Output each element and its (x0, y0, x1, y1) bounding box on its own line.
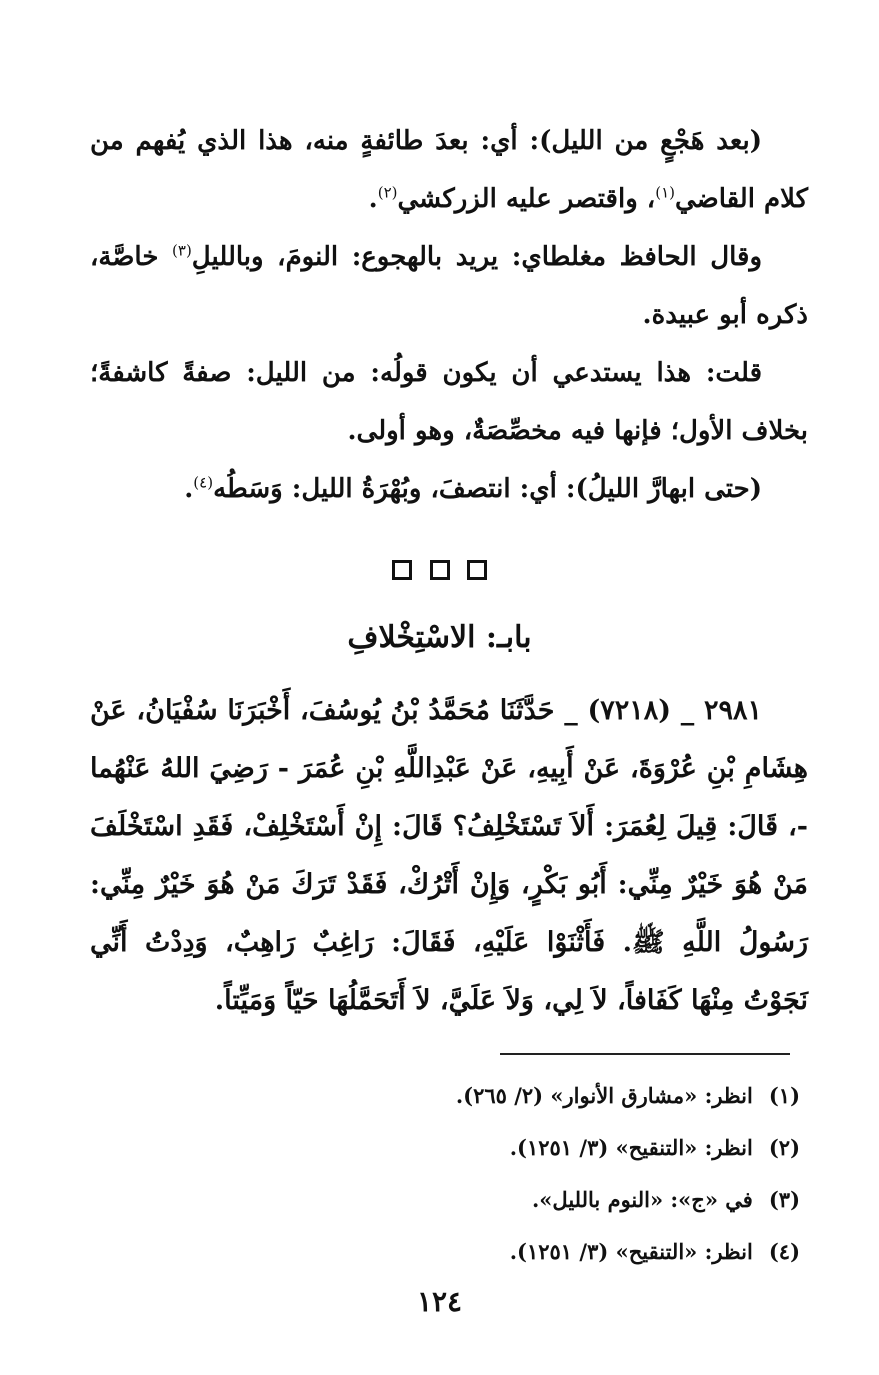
hadith-section (90, 682, 808, 1030)
footnote-ref-1: (١) (655, 183, 675, 202)
footnote-text: انظر: «التنقيح» (٣/ ١٢٥١). (509, 1135, 753, 1160)
commentary-text: قلت: هذا يستدعي أن يكون قولُه: من الليل: صفةً كاشفةً؛ بخلاف الأول؛ فإنها فيه مخصِّصَةٌ، وهو أولى. (90, 358, 808, 446)
commentary-paragraph-1 (90, 112, 808, 228)
footnote-divider (500, 1053, 790, 1055)
footnotes-list (90, 1070, 800, 1278)
footnote-text: انظر: «التنقيح» (٣/ ١٢٥١). (509, 1239, 753, 1264)
footnote-ref-2: (٢) (377, 183, 398, 202)
footnote-item (90, 1070, 800, 1122)
footnote-item (90, 1226, 800, 1278)
hadith-text: ٢٩٨١ _ (٧٢١٨) _ حَدَّثَنَا مُحَمَّدُ بْنُ يُوسُفَ، أَخْبَرَنَا سُفْيَانُ، عَنْ هِشَامِ بْنِ عُرْوَةَ، عَنْ أَبِيهِ، عَنْ عَبْدِاللَّهِ بْنِ عُمَرَ - رَضِيَ اللهُ عَنْهُما -، قَالَ: قِيلَ لِعُمَرَ: أَلاَ تَسْتَخْلِفُ؟ قَالَ: إِنْ أَسْتَخْلِفْ، فَقَدِ اسْتَخْلَفَ مَنْ هُوَ خَيْرٌ مِنِّي: أَبُو بَكْرٍ، وَإِنْ أَتْرُكْ، فَقَدْ تَرَكَ مَنْ هُوَ خَيْرٌ مِنِّي: رَسُولُ اللَّهِ ﷺ. فَأَثْنَوْا عَلَيْهِ، فَقَالَ: رَاغِبٌ رَاهِبٌ، وَدِدْتُ أَنِّي نَجَوْتُ مِنْهَا كَفَافاً، لاَ لِي، وَلاَ عَلَيَّ، لاَ أَتَحَمَّلُهَا حَيّاً وَمَيِّتاً. (90, 695, 808, 1016)
commentary-text: . (184, 474, 194, 504)
commentary-paragraph-2 (90, 228, 808, 344)
commentary-paragraph-4 (90, 460, 808, 518)
page-number: ١٢٤ (416, 1285, 463, 1318)
commentary-paragraph-3 (90, 344, 808, 460)
commentary-text: (بعد هَجْعٍ من الليل): أي: بعدَ طائفةٍ منه، هذا الذي يُفهم من كلام القاضي (90, 126, 808, 214)
commentary-section (90, 112, 808, 518)
separator-box-icon (430, 560, 450, 580)
section-separator (0, 560, 879, 584)
footnote-text: في «ج»: «النوم بالليل». (531, 1187, 753, 1212)
separator-box-icon (392, 560, 412, 580)
separator-box-icon (467, 560, 487, 580)
footnote-item (90, 1122, 800, 1174)
commentary-text: وقال الحافظ مغلطاي: يريد بالهجوع: النومَ، وبالليلِ (191, 242, 762, 272)
footnote-number: (٣) (768, 1187, 800, 1212)
commentary-text: (حتى ابهارَّ الليلُ): أي: انتصفَ، وبُهْرَةُ الليل: وَسَطُه (213, 474, 762, 504)
commentary-text: خاصَّة، ذكره أبو عبيدة. (90, 242, 808, 330)
commentary-text: ، واقتصر عليه الزركشي (397, 184, 656, 214)
commentary-text: . (368, 184, 378, 214)
footnote-number: (٤) (768, 1239, 800, 1264)
footnote-number: (٢) (768, 1135, 800, 1160)
footnote-number: (١) (768, 1083, 800, 1108)
footnote-item (90, 1174, 800, 1226)
footnote-ref-3: (٣) (172, 241, 192, 260)
footnote-text: انظر: «مشارق الأنوار» (٢/ ٢٦٥). (455, 1083, 753, 1108)
chapter-title: بابـ: الاسْتِخْلافِ (347, 620, 532, 655)
footnote-ref-4: (٤) (193, 473, 214, 492)
